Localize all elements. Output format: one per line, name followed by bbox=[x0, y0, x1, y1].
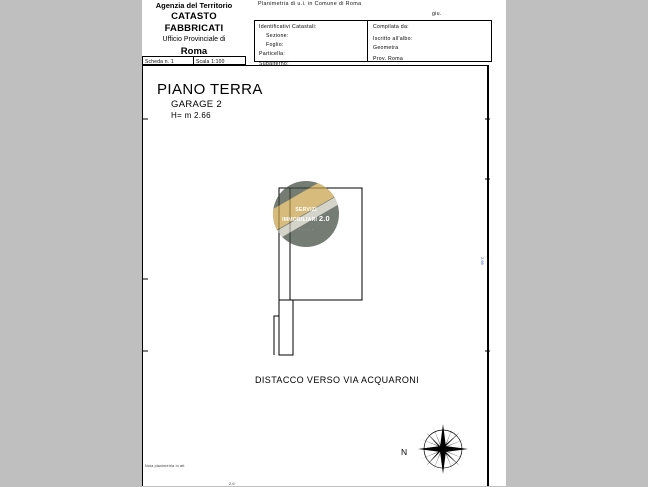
drawing-frame bbox=[142, 65, 489, 486]
side-note: 2.66 bbox=[480, 257, 485, 265]
compass-rose bbox=[401, 421, 471, 482]
cadastral-row-foglio: Foglio: bbox=[266, 42, 284, 49]
watermark-text bbox=[273, 207, 339, 223]
floor-title: PIANO TERRA bbox=[157, 81, 263, 98]
cadastral-identifiers-box bbox=[255, 21, 367, 70]
watermark-logo bbox=[273, 181, 339, 247]
agency-line-2: CATASTO FABBRICATI bbox=[164, 11, 224, 35]
cadastral-row-particella: Particella: bbox=[259, 51, 286, 58]
agency-line-3: Ufficio Provinciale di bbox=[162, 36, 226, 44]
giu-label: giu. bbox=[432, 11, 442, 17]
compass-icon bbox=[415, 421, 471, 477]
frame-right-edge bbox=[487, 65, 488, 486]
compiled-by-row-prov: Prov. Roma bbox=[373, 56, 404, 63]
agency-block bbox=[142, 0, 246, 58]
document-page bbox=[142, 0, 506, 486]
planimetria-caption: Planimetria di u.i. in Comune di Roma bbox=[258, 1, 362, 7]
compiled-by-box bbox=[368, 21, 491, 65]
cadastral-row-sezione: Sezione: bbox=[266, 33, 289, 39]
bottom-number: 2.6 bbox=[229, 481, 235, 486]
footnote: Nota planimetria in att bbox=[145, 464, 185, 468]
cadastral-identifiers-title: Identificativi Catastali: bbox=[259, 24, 317, 30]
watermark-line-2: IMMOBILIARI bbox=[282, 216, 318, 223]
watermark-version: 2.0 bbox=[318, 213, 330, 223]
unit-label: GARAGE 2 bbox=[171, 99, 222, 110]
scheda-label: Scheda n. 1 bbox=[145, 58, 174, 65]
cadastral-row-subalterno: Subalterno: bbox=[259, 60, 289, 67]
compiled-by-title: Compilata da: bbox=[373, 24, 409, 30]
cadastral-boxes bbox=[254, 20, 492, 67]
compass-north-label: N bbox=[401, 447, 408, 457]
scala-label: Scala 1:100 bbox=[196, 58, 225, 65]
document-header bbox=[142, 0, 506, 67]
compiled-by-row-geometra: Geometra bbox=[373, 45, 399, 52]
agency-line-4: Roma bbox=[180, 45, 208, 57]
watermark-line-1: SERVIZI bbox=[295, 207, 317, 213]
watermark-subtext: · · · · · bbox=[298, 228, 314, 232]
scala-divider bbox=[193, 57, 194, 64]
scheda-scala-row bbox=[142, 56, 246, 65]
compiled-by-row-albo: Iscritto all'albo: bbox=[373, 36, 413, 42]
distacco-label: DISTACCO VERSO VIA ACQUARONI bbox=[255, 375, 420, 385]
height-label: H= m 2.66 bbox=[171, 111, 211, 120]
agency-line-1: Agenzia del Territorio bbox=[155, 1, 233, 10]
